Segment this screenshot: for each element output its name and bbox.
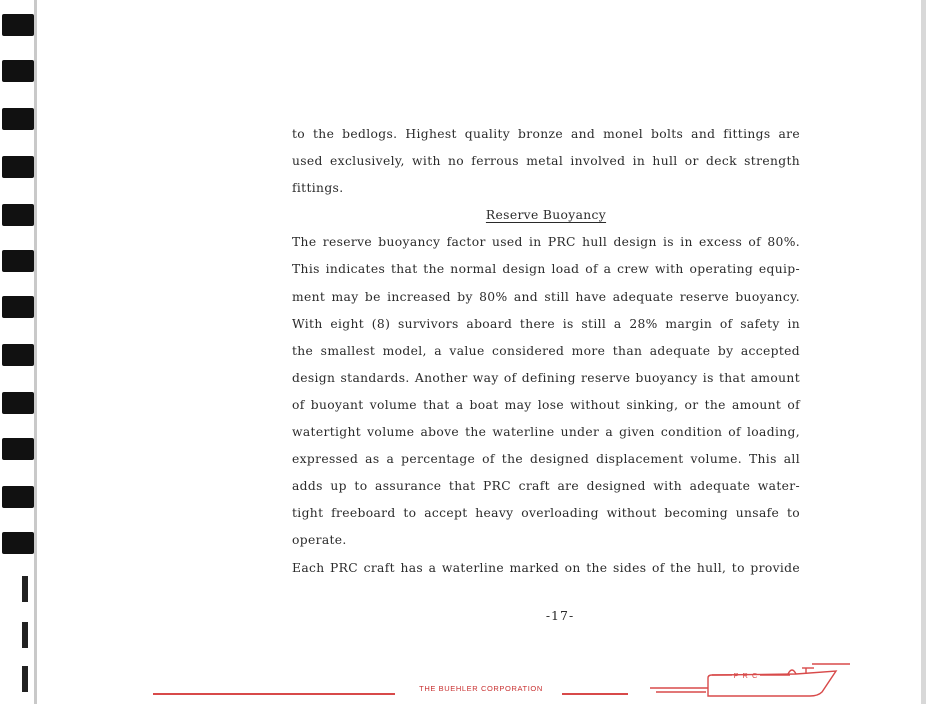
binding-hole <box>2 14 34 36</box>
binding-hole <box>2 532 34 554</box>
binding-hole <box>2 156 34 178</box>
binding-hole <box>2 486 34 508</box>
binding-hole <box>2 344 34 366</box>
text-line: of buoyant volume that a boat may lose without sinking, or the amount of <box>292 397 800 412</box>
logo-text: P R C <box>733 671 759 680</box>
binding-slot <box>22 622 28 648</box>
text-line: to the bedlogs. Highest quality bronze and monel bolts and fittings are <box>292 127 800 141</box>
binding-slot <box>22 666 28 692</box>
binding-hole <box>2 250 34 272</box>
binding-hole <box>2 392 34 414</box>
text-line: With eight (8) survivors aboard there is still a 28% margin of safety in <box>292 316 800 331</box>
text-line: ment may be increased by 80% and still have adequate reserve buoyancy. <box>292 289 800 304</box>
text-line: This indicates that the normal design load of a crew with operating equip- <box>292 262 800 277</box>
page-left-edge <box>34 0 37 704</box>
binding-hole <box>2 108 34 130</box>
prc-boat-logo <box>646 654 852 702</box>
text-line: Each PRC craft has a waterline marked on the sides of the hull, to provide <box>292 560 800 575</box>
spiral-binding <box>0 0 40 704</box>
text-line: used exclusively, with no ferrous metal involved in hull or deck strength <box>292 154 800 169</box>
binding-hole <box>2 296 34 318</box>
text-line: watertight volume above the waterline under a given condition of loading, <box>292 425 800 440</box>
text-line: The reserve buoyancy factor used in PRC hull design is in excess of 80%. <box>292 235 800 250</box>
body-text <box>292 121 800 582</box>
page-right-edge <box>921 0 926 704</box>
text-line: expressed as a percentage of the designed displacement volume. This all <box>292 452 800 467</box>
page-number: -17- <box>545 608 575 623</box>
footer-rule-right <box>562 693 628 695</box>
footer-company-name: THE BUEHLER CORPORATION <box>419 684 543 693</box>
binding-hole <box>2 438 34 460</box>
text-line: operate. <box>292 533 347 548</box>
section-heading <box>292 202 800 229</box>
section-heading-text: Reserve Buoyancy <box>485 208 607 223</box>
binding-hole <box>2 60 34 82</box>
binding-slot <box>22 576 28 602</box>
text-line: adds up to assurance that PRC craft are designed with adequate water- <box>292 479 800 494</box>
text-line: the smallest model, a value considered more than adequate by accepted <box>292 343 800 358</box>
footer-rule-left <box>153 693 395 695</box>
binding-hole <box>2 204 34 226</box>
text-line: fittings. <box>292 181 344 196</box>
text-line: design standards. Another way of defining reserve buoyancy is that amount <box>292 370 800 385</box>
text-line: tight freeboard to accept heavy overloading without becoming unsafe to <box>292 506 800 521</box>
